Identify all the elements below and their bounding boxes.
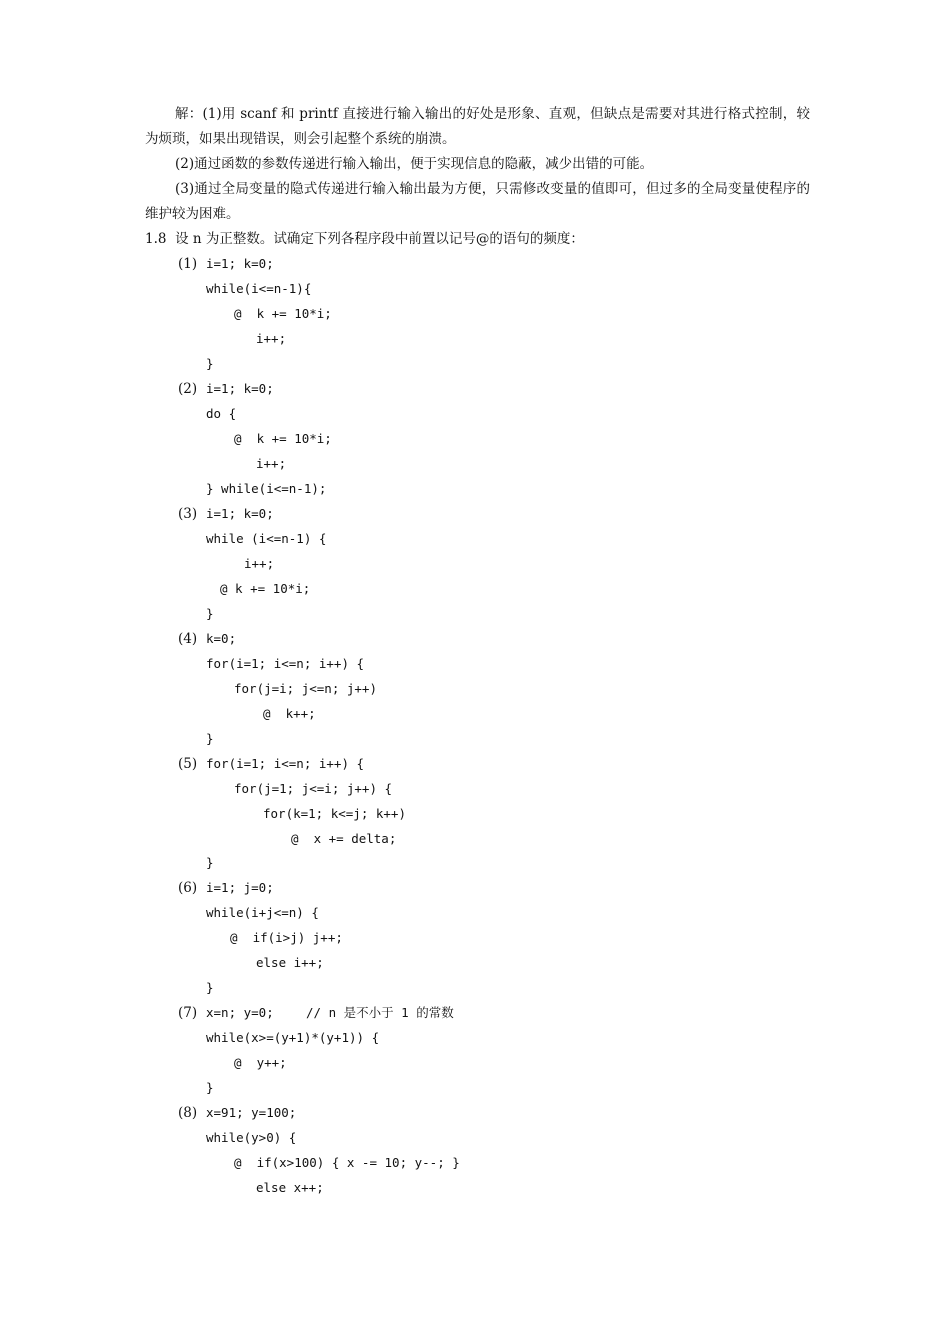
code-line: }	[206, 606, 214, 621]
code-line: @ x += delta;	[291, 831, 397, 846]
code-line: @ k += 10*i;	[234, 431, 332, 446]
code-line: while(i+j<=n) {	[206, 905, 319, 920]
code-line: i=1; k=0;	[206, 256, 274, 271]
code-line: }	[206, 855, 214, 870]
segment-label-6: (6)	[178, 880, 198, 896]
code-line: do {	[206, 406, 237, 421]
code-line: }	[206, 731, 214, 746]
code-line: for(j=i; j<=n; j++)	[234, 681, 377, 696]
code-line: i++;	[244, 556, 275, 571]
code-line: }	[206, 356, 214, 371]
code-line: @ if(i>j) j++;	[230, 930, 343, 945]
code-line: i++;	[256, 331, 287, 346]
code-line: while(y>0) {	[206, 1130, 297, 1145]
segment-label-2: (2)	[178, 381, 198, 397]
segment-label-7: (7)	[178, 1005, 198, 1021]
code-line: @ k += 10*i;	[220, 581, 311, 596]
question-text: 设 n 为正整数。试确定下列各程序段中前置以记号@的语句的频度：	[175, 231, 584, 247]
code-line: i++;	[256, 456, 287, 471]
question-number: 1.8	[145, 231, 167, 247]
code-line: @ k += 10*i;	[234, 306, 332, 321]
segment-label-8: (8)	[178, 1105, 198, 1121]
code-line: x=n; y=0;	[206, 1005, 274, 1020]
code-line: }	[206, 980, 214, 995]
code-line: @ k++;	[263, 706, 316, 721]
code-line: else x++;	[256, 1180, 324, 1195]
code-line: while (i<=n-1) {	[206, 531, 327, 546]
code-line: while(x>=(y+1)*(y+1)) {	[206, 1030, 380, 1045]
code-line: i=1; k=0;	[206, 506, 274, 521]
answer-paragraph-2: (2)通过函数的参数传递进行输入输出，便于实现信息的隐蔽，减少出错的可能。	[175, 156, 654, 172]
code-line: @ if(x>100) { x -= 10; y--; }	[234, 1155, 460, 1170]
code-line: k=0;	[206, 631, 237, 646]
code-line: for(k=1; k<=j; k++)	[263, 806, 406, 821]
code-line: for(j=1; j<=i; j++) {	[234, 781, 393, 796]
code-line: @ y++;	[234, 1055, 287, 1070]
code-line: else i++;	[256, 955, 324, 970]
code-line: while(i<=n-1){	[206, 281, 312, 296]
code-line: for(i=1; i<=n; i++) {	[206, 656, 365, 671]
answer-paragraph-1: 解：(1)用 scanf 和 printf 直接进行输入输出的好处是形象、直观，但缺点是需要对其进行格式控制，较为烦琐，如果出现错误，则会引起整个系统的崩溃。	[145, 106, 810, 147]
segment-label-1: (1)	[178, 256, 198, 272]
code-line: i=1; k=0;	[206, 381, 274, 396]
code-line: i=1; j=0;	[206, 880, 274, 895]
code-line: for(i=1; i<=n; i++) {	[206, 756, 365, 771]
answer-paragraph-3: (3)通过全局变量的隐式传递进行输入输出最为方便，只需修改变量的值即可，但过多的全局变量使程序的维护较为困难。	[145, 181, 810, 222]
segment-label-4: (4)	[178, 631, 198, 647]
code-line: } while(i<=n-1);	[206, 481, 327, 496]
code-line: }	[206, 1080, 214, 1095]
question-heading	[145, 229, 584, 249]
segment-label-5: (5)	[178, 756, 198, 772]
code-line: x=91; y=100;	[206, 1105, 297, 1120]
code-comment: // n 是不小于 1 的常数	[306, 1005, 454, 1020]
segment-label-3: (3)	[178, 506, 198, 522]
